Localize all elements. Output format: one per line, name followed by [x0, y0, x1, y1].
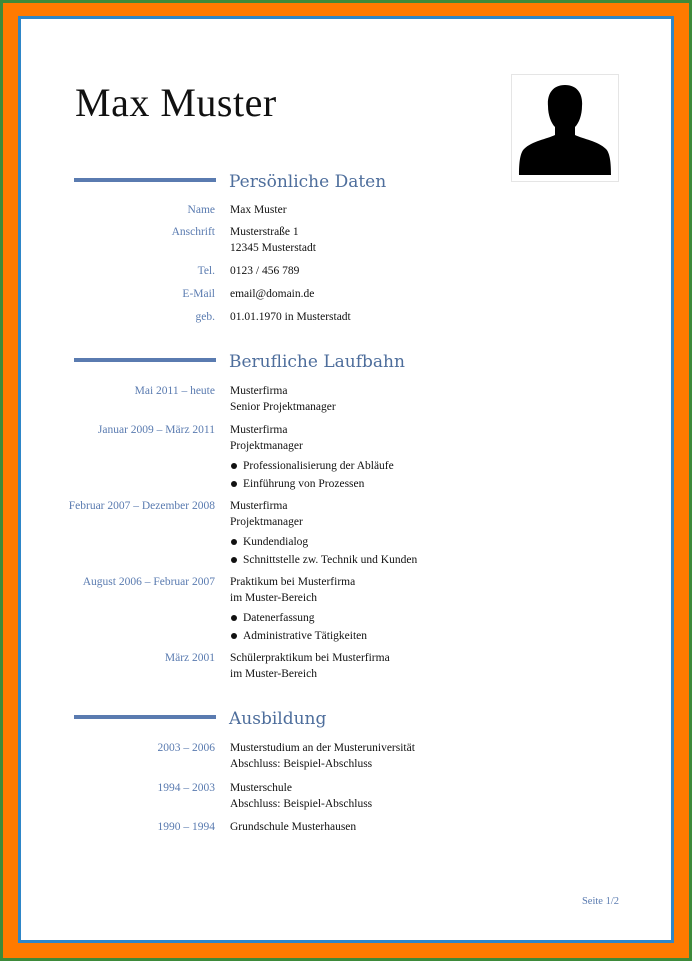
value-name: [230, 203, 530, 219]
page-number: Seite 1/2: [581, 896, 619, 907]
value-line: Musterfirma: [230, 424, 288, 436]
value-line: Praktikum bei Musterfirma: [230, 576, 356, 588]
section-title-personal: Persönliche Daten: [229, 172, 387, 192]
section-title-career: Berufliche Laufbahn: [229, 352, 405, 372]
education-entry: [230, 741, 530, 772]
value-line: Musterstraße 1: [230, 226, 299, 238]
career-date-line: Mai 2011 – heute: [134, 385, 215, 397]
person-silhouette-icon: [512, 75, 618, 181]
value-line: Senior Projektmanager: [230, 400, 336, 413]
section-bar-career: [74, 358, 216, 362]
career-date: [65, 499, 215, 515]
career-date-line: 2007: [192, 576, 215, 588]
value-line: Abschluss: Beispiel-Abschluss: [230, 757, 373, 770]
bullet-text: Professionalisierung der Abläufe: [243, 460, 394, 472]
value-line: 12345 Musterstadt: [230, 241, 316, 254]
education-date: 2003 – 2006: [157, 742, 215, 754]
bullet-dot: [231, 463, 237, 469]
value-line: Projektmanager: [230, 515, 303, 528]
value-line: Grundschule Musterhausen: [230, 821, 357, 833]
career-entry: [230, 423, 530, 493]
value-address: [230, 225, 530, 256]
career-date: [65, 423, 215, 439]
profile-photo: [511, 74, 619, 182]
value-line: Abschluss: Beispiel-Abschluss: [230, 797, 373, 810]
career-date-line: März 2001: [164, 652, 215, 664]
label-birth: geb.: [195, 311, 215, 323]
bullet-dot: [231, 481, 237, 487]
value-phone: [230, 264, 530, 280]
section-bar-education: [74, 715, 216, 719]
career-date: [65, 384, 215, 400]
career-date-line: Januar 2009 – März 2011: [97, 424, 215, 436]
label-address: Anschrift: [171, 226, 215, 238]
education-date: 1990 – 1994: [157, 821, 215, 833]
bullet-item: [230, 609, 530, 627]
bullet-dot: [231, 615, 237, 621]
value-line: 0123 / 456 789: [230, 265, 300, 277]
bullet-list: [230, 457, 530, 493]
cv-page: [21, 19, 671, 940]
education-date: 1994 – 2003: [157, 782, 215, 794]
cv-name: Max Muster: [75, 80, 277, 125]
bullet-dot: [231, 557, 237, 563]
bullet-text: Schnittstelle zw. Technik und Kunden: [243, 554, 418, 566]
bullet-list: [230, 609, 530, 645]
value-email: [230, 287, 530, 303]
education-entry: [230, 781, 530, 812]
career-entry: [230, 499, 530, 569]
bullet-dot: [231, 633, 237, 639]
value-birth: [230, 310, 530, 326]
section-bar-personal: [74, 178, 216, 182]
bullet-text: Datenerfassung: [243, 612, 315, 624]
career-entry: [230, 651, 530, 682]
bullet-dot: [231, 539, 237, 545]
bullet-text: Administrative Tätigkeiten: [243, 630, 368, 642]
value-line: Musterstudium an der Musteruniversität: [230, 742, 415, 754]
bullet-item: [230, 457, 530, 475]
label-name: Name: [187, 204, 215, 216]
section-title-education: Ausbildung: [229, 709, 327, 729]
value-line: Musterfirma: [230, 385, 288, 397]
bullet-item: [230, 627, 530, 645]
bullet-item: [230, 475, 530, 493]
career-entry: [230, 575, 530, 645]
bullet-item: [230, 551, 530, 569]
education-entry: [230, 820, 530, 836]
bullet-text: Kundendialog: [243, 536, 309, 548]
career-date-line: August 2006 – Februar: [82, 576, 190, 588]
bullet-item: [230, 533, 530, 551]
value-line: Musterfirma: [230, 500, 288, 512]
career-entry: [230, 384, 530, 415]
value-line: Schülerpraktikum bei Musterfirma: [230, 652, 390, 664]
value-line: Projektmanager: [230, 439, 303, 452]
value-line: im Muster-Bereich: [230, 667, 317, 680]
career-date-line: 2008: [192, 500, 215, 512]
value-line: 01.01.1970 in Musterstadt: [230, 311, 351, 323]
label-phone: Tel.: [197, 265, 215, 277]
value-line: im Muster-Bereich: [230, 591, 317, 604]
value-line: Musterschule: [230, 782, 292, 794]
label-email: E-Mail: [182, 288, 215, 300]
career-date-line: Februar 2007 – Dezember: [68, 500, 190, 512]
career-date: [65, 651, 215, 667]
bullet-text: Einführung von Prozessen: [243, 478, 365, 490]
bullet-list: [230, 533, 530, 569]
value-line: email@domain.de: [230, 288, 315, 300]
value-line: Max Muster: [230, 204, 287, 216]
career-date: [65, 575, 215, 591]
